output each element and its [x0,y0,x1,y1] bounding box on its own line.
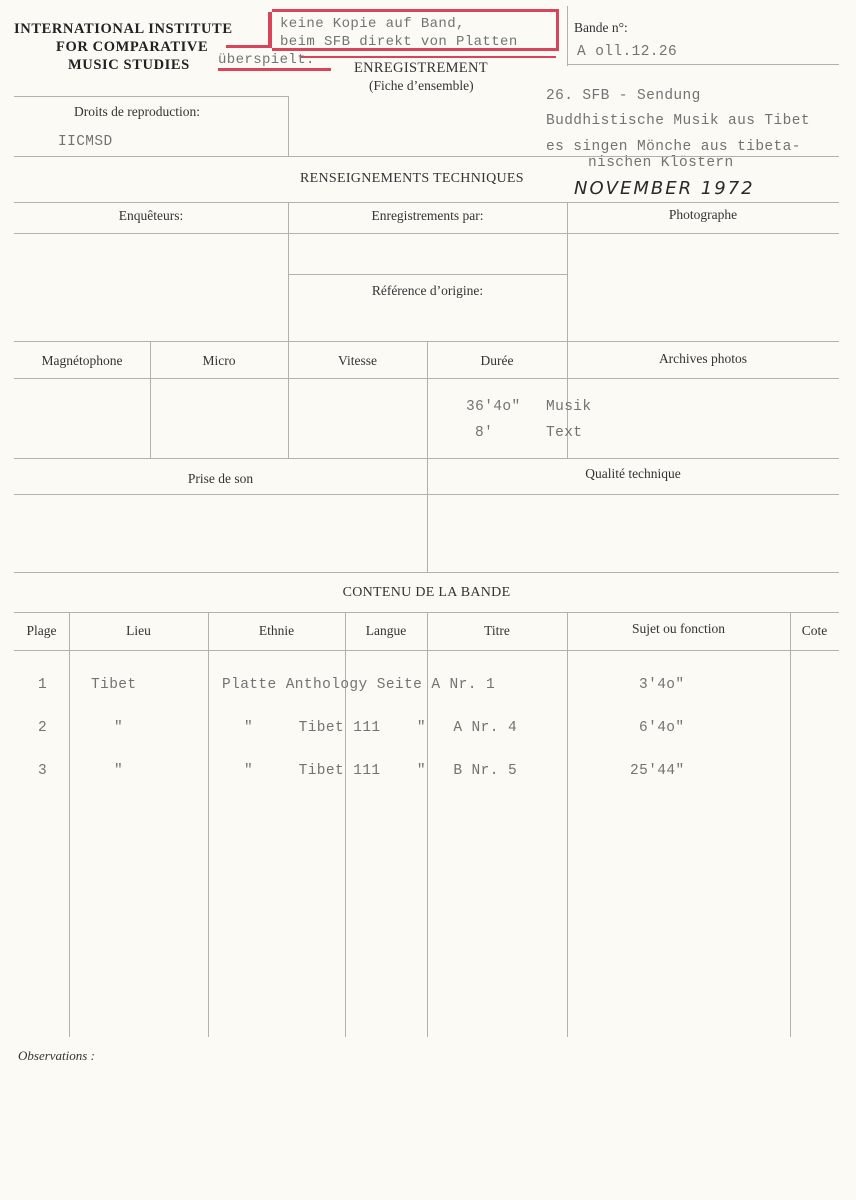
sendung-line-4: nischen Klöstern [588,155,734,171]
red-underline-ueberspielt [218,68,331,71]
duree-musik-label: Musik [546,399,592,415]
row-1-plage: 1 [38,677,48,693]
col-titre: Titre [484,623,510,638]
droits-value: IICMSD [58,134,113,150]
col-langue: Langue [365,623,407,638]
col-plage: Plage [26,623,57,638]
droits-label: Droits de reproduction: [74,104,200,119]
duree-musik-time: 36'4o" [466,399,521,415]
annotation-line-3: überspielt. [218,52,315,68]
qualite-technique-label: Qualité technique [585,466,681,481]
contenu-title: CONTENU DE LA BANDE [342,585,511,600]
tech-title: RENSEIGNEMENTS TECHNIQUES [300,171,524,186]
row-2-lieu: " [114,720,124,736]
institute-line-1: INTERNATIONAL INSTITUTE [14,21,233,37]
row-2-ethnie: " Tibet 111 " A Nr. 4 [244,720,518,736]
duree-text-label: Text [546,425,583,441]
enregistrements-par-label: Enregistrements par: [371,208,484,223]
row-3-lieu: " [114,763,124,779]
bande-label: Bande n°: [574,20,628,35]
reference-label: Référence d’origine: [371,283,484,298]
institute-line-3: MUSIC STUDIES [68,57,190,73]
row-2-sujet: 6'4o" [639,720,685,736]
row-1-ethnie: Platte Anthology Seite A Nr. 1 [222,677,496,693]
duree-label: Durée [480,353,514,368]
red-marker-dash [226,45,272,48]
col-cote: Cote [801,623,828,638]
archives-photos-label: Archives photos [658,351,748,366]
bande-value: A oll.12.26 [577,44,678,60]
row-2-plage: 2 [38,720,48,736]
enregistrement-title: ENREGISTREMENT [354,60,488,76]
col-lieu: Lieu [126,623,151,638]
handwritten-date: NOVEMBER 1972 [574,178,755,199]
duree-text-time: 8' [475,425,494,441]
sendung-line-2: Buddhistische Musik aus Tibet [546,113,810,129]
row-3-sujet: 25'44" [630,763,685,779]
col-ethnie: Ethnie [258,623,295,638]
row-3-ethnie: " Tibet 111 " B Nr. 5 [244,763,518,779]
sendung-line-1: 26. SFB - Sendung [546,88,701,104]
vitesse-label: Vitesse [338,353,377,368]
magnetophone-label: Magnétophone [41,353,123,368]
red-underline-platten [300,56,556,58]
photographe-label: Photographe [668,207,738,222]
micro-label: Micro [202,353,236,368]
institute-line-2: FOR COMPARATIVE [56,39,209,55]
annotation-line-1: keine Kopie auf Band, [280,16,465,32]
row-3-plage: 3 [38,763,48,779]
prise-de-son-label: Prise de son [187,471,254,486]
sendung-line-3: es singen Mönche aus tibeta- [546,139,801,155]
row-1-sujet: 3'4o" [639,677,685,693]
fiche-subtitle: (Fiche d’ensemble) [369,78,474,93]
col-sujet: Sujet ou fonction [632,621,725,636]
observations-label: Observations : [18,1048,95,1063]
annotation-line-2: beim SFB direkt von Platten [280,34,518,50]
enqueteurs-label: Enquêteurs: [118,208,184,223]
row-1-lieu: Tibet [91,677,137,693]
